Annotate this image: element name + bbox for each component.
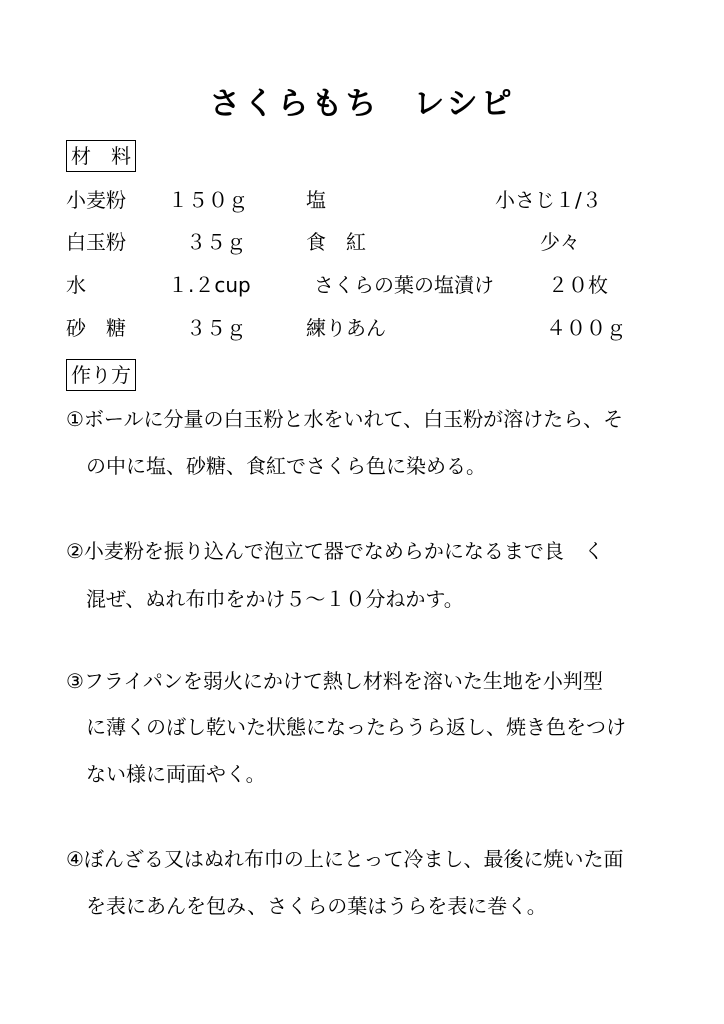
page-title: さくらもち レシピ	[209, 86, 515, 122]
ingredient-amount: 少々	[540, 230, 580, 254]
method-heading: 作り方	[66, 359, 136, 391]
step-line: ④ぼんざる又はぬれ布巾の上にとって冷まし、最後に焼いた面	[66, 847, 624, 871]
ingredient-amount: ４００ｇ	[546, 316, 626, 340]
step-line: 混ぜ、ぬれ布巾をかけ５～１０分ねかす。	[66, 587, 464, 611]
ingredient-name: さくらの葉の塩漬け	[314, 273, 494, 297]
ingredient-amount: １５０ｇ	[168, 188, 248, 212]
ingredient-amount: ３５ｇ	[186, 316, 246, 340]
ingredient-name: 食 紅	[306, 230, 366, 254]
ingredient-name: 小麦粉	[66, 188, 126, 212]
ingredient-name: 砂 糖	[66, 316, 126, 340]
step-line: ない様に両面やく。	[66, 762, 266, 786]
ingredient-amount: １.２cup	[168, 273, 251, 297]
step-line: ③フライパンを弱火にかけて熱し材料を溶いた生地を小判型	[66, 669, 603, 693]
step-line: を表にあんを包み、さくらの葉はうらを表に巻く。	[66, 894, 547, 918]
ingredient-amount: ２０枚	[548, 273, 608, 297]
ingredient-name: 白玉粉	[66, 230, 126, 254]
ingredient-name: 水	[66, 273, 86, 297]
step-line: ①ボールに分量の白玉粉と水をいれて、白玉粉が溶けたら、そ	[66, 407, 624, 431]
materials-heading: 材 料	[66, 140, 136, 172]
step-line: ②小麦粉を振り込んで泡立て器でなめらかになるまで良 く	[66, 539, 604, 563]
ingredient-name: 塩	[306, 188, 326, 212]
ingredient-amount: ３５ｇ	[186, 230, 246, 254]
ingredient-name: 練りあん	[306, 316, 386, 340]
step-line: に薄くのばし乾いた状態になったらうら返し、焼き色をつけ	[66, 715, 626, 739]
ingredient-amount: 小さじ１/３	[495, 188, 602, 212]
step-line: の中に塩、砂糖、食紅でさくら色に染める。	[66, 454, 486, 478]
